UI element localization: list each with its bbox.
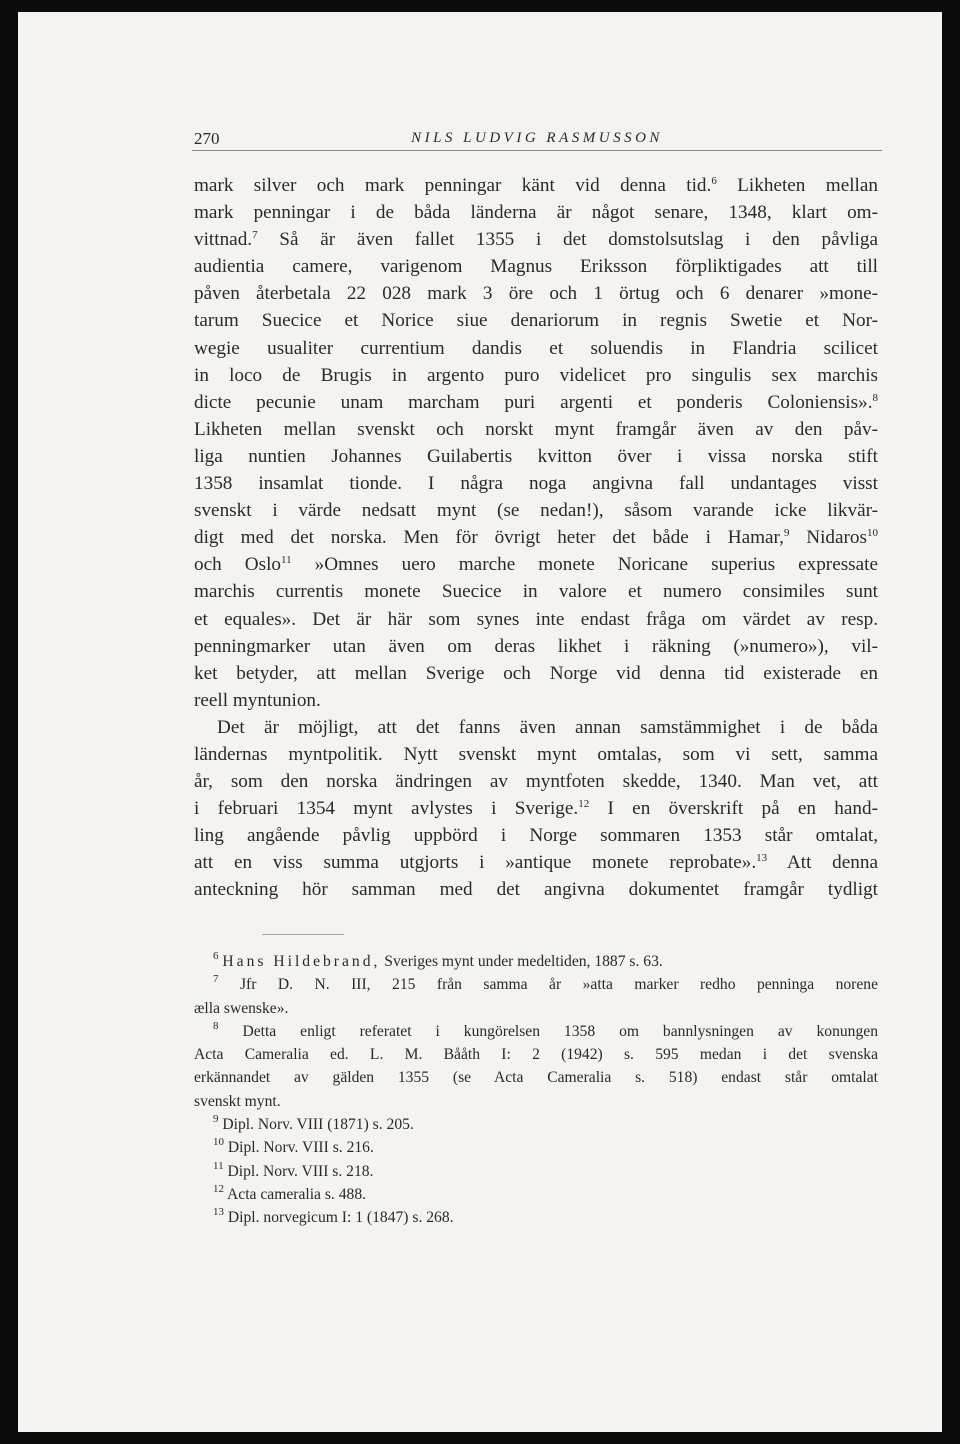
footnote-11: $^{11}$ Dipl. Norv. VIII s. 218.	[213, 1159, 374, 1180]
footnote-ref[interactable]: 10	[867, 527, 878, 540]
text-line: penningmarker utan även om deras likhet i räkning (»numero»), vil-	[194, 635, 878, 657]
text-line: att en viss summa utgjorts i »antique monete reprobate».$^{13}$ Att denna	[194, 852, 878, 874]
footnotes	[194, 950, 878, 1230]
footnote-ref[interactable]: 11	[281, 554, 292, 567]
text-line: vittnad.$^7$ Så är även fallet 1355 i det domstolsutslag i den påvliga	[194, 229, 878, 251]
footnote-6: $^6$ Hans Hildebrand, Sveriges mynt under medeltiden, 1887 s. 63.	[213, 950, 663, 970]
text-line: reell myntunion.	[194, 689, 321, 711]
text-line: påven återbetala 22 028 mark 3 öre och 1 örtug och 6 denarer »mone-	[194, 283, 878, 305]
text-line: digt med det norska. Men för övrigt heter det både i Hamar,$^9$ Nidaros$^{10}$	[194, 527, 878, 549]
text-line: år, som den norska ändringen av myntfoten skedde, 1340. Man vet, att	[194, 771, 878, 793]
footnote-12: $^{12}$ Acta cameralia s. 488.	[213, 1182, 367, 1203]
text-line: wegie usualiter currentium dandis et soluendis in Flandria scilicet	[194, 337, 878, 359]
footnote-8-cont: Acta Cameralia ed. L. M. Bååth I: 2 (1942) s. 595 medan i det svenska	[194, 1046, 878, 1064]
footnote-ref[interactable]: 9	[783, 527, 790, 540]
footnote-ref[interactable]: 8	[872, 391, 878, 404]
footnote-8: $^8$ Detta enligt referatet i kungörelsen 1358 om bannlysningen av konungen	[213, 1019, 878, 1040]
text-line: Likheten mellan svenskt och norskt mynt framgår även av den påv-	[194, 418, 878, 440]
text-line: svenskt i värde nedsatt mynt (se nedan!), såsom varande icke likvär-	[194, 500, 878, 522]
text-line: mark silver och mark penningar känt vid denna tid.$^6$ Likheten mellan	[194, 175, 878, 196]
text-line: tarum Suecice et Norice siue denariorum in regnis Swetie et Nor-	[194, 310, 878, 332]
footnote-9: $^9$ Dipl. Norv. VIII (1871) s. 205.	[213, 1113, 414, 1134]
text-line: liga nuntien Johannes Guilabertis kvitton över i vissa norska stift	[194, 445, 878, 467]
text-line: och Oslo$^{11}$ »Omnes uero marche monete Noricane superius expressate	[194, 554, 879, 576]
footnote-ref[interactable]: 6	[711, 175, 717, 187]
text-line: ling angående påvlig uppbörd i Norge sommaren 1353 står omtalat,	[194, 825, 878, 847]
main-text	[194, 172, 878, 904]
footnote-7-cont: ælla swenske».	[194, 999, 289, 1017]
page-number: 270	[194, 129, 220, 148]
text-line: i februari 1354 mynt avlystes i Sverige.$^{12}$ I en överskrift på en hand-	[194, 798, 878, 820]
footnote-ref[interactable]: 13	[756, 852, 768, 865]
footnote-divider	[262, 934, 344, 935]
footnote-8-cont: erkännandet av gälden 1355 (se Acta Cameralia s. 518) endast står omtalat	[194, 1069, 878, 1087]
text-line: dicte pecunie unam marcham puri argenti et ponderis Coloniensis».$^8$	[194, 391, 878, 413]
text-line: audientia camere, varigenom Magnus Eriksson förpliktigades att till	[194, 256, 878, 278]
book-page	[18, 12, 942, 1432]
running-head: NILS LUDVIG RASMUSSON	[411, 130, 663, 146]
footnote-13: $^{13}$ Dipl. norvegicum I: 1 (1847) s. 268.	[213, 1206, 454, 1227]
footnote-8-cont: svenskt mynt.	[194, 1092, 281, 1110]
text-line: marchis currentis monete Suecice in valore et numero consimiles sunt	[194, 581, 878, 603]
text-line: 1358 insamlat tionde. I några noga angivna fall undantages visst	[194, 473, 878, 495]
text-line: mark penningar i de båda länderna är något senare, 1348, klart om-	[194, 202, 878, 224]
footnote-7: $^7$ Jfr D. N. III, 215 från samma år »atta marker redho penninga norene	[213, 973, 878, 994]
text-line: et equales». Det är här som synes inte endast fråga om värdet av resp.	[194, 608, 878, 630]
footnote-ref[interactable]: 12	[578, 798, 590, 811]
footnote-ref[interactable]: 7	[252, 229, 258, 242]
text-line: Det är möjligt, att det fanns även annan samstämmighet i de båda	[217, 716, 878, 738]
text-line: ket betyder, att mellan Sverige och Norge vid denna tid existerade en	[194, 662, 878, 684]
footnote-10: $^{10}$ Dipl. Norv. VIII s. 216.	[213, 1136, 374, 1157]
page-header	[192, 120, 882, 151]
text-line: anteckning hör samman med det angivna dokumentet framgår tydligt	[194, 879, 878, 901]
text-line: in loco de Brugis in argento puro videlicet pro singulis sex marchis	[194, 364, 878, 386]
text-line: ländernas myntpolitik. Nytt svenskt mynt omtalas, som vi sett, samma	[194, 743, 878, 765]
